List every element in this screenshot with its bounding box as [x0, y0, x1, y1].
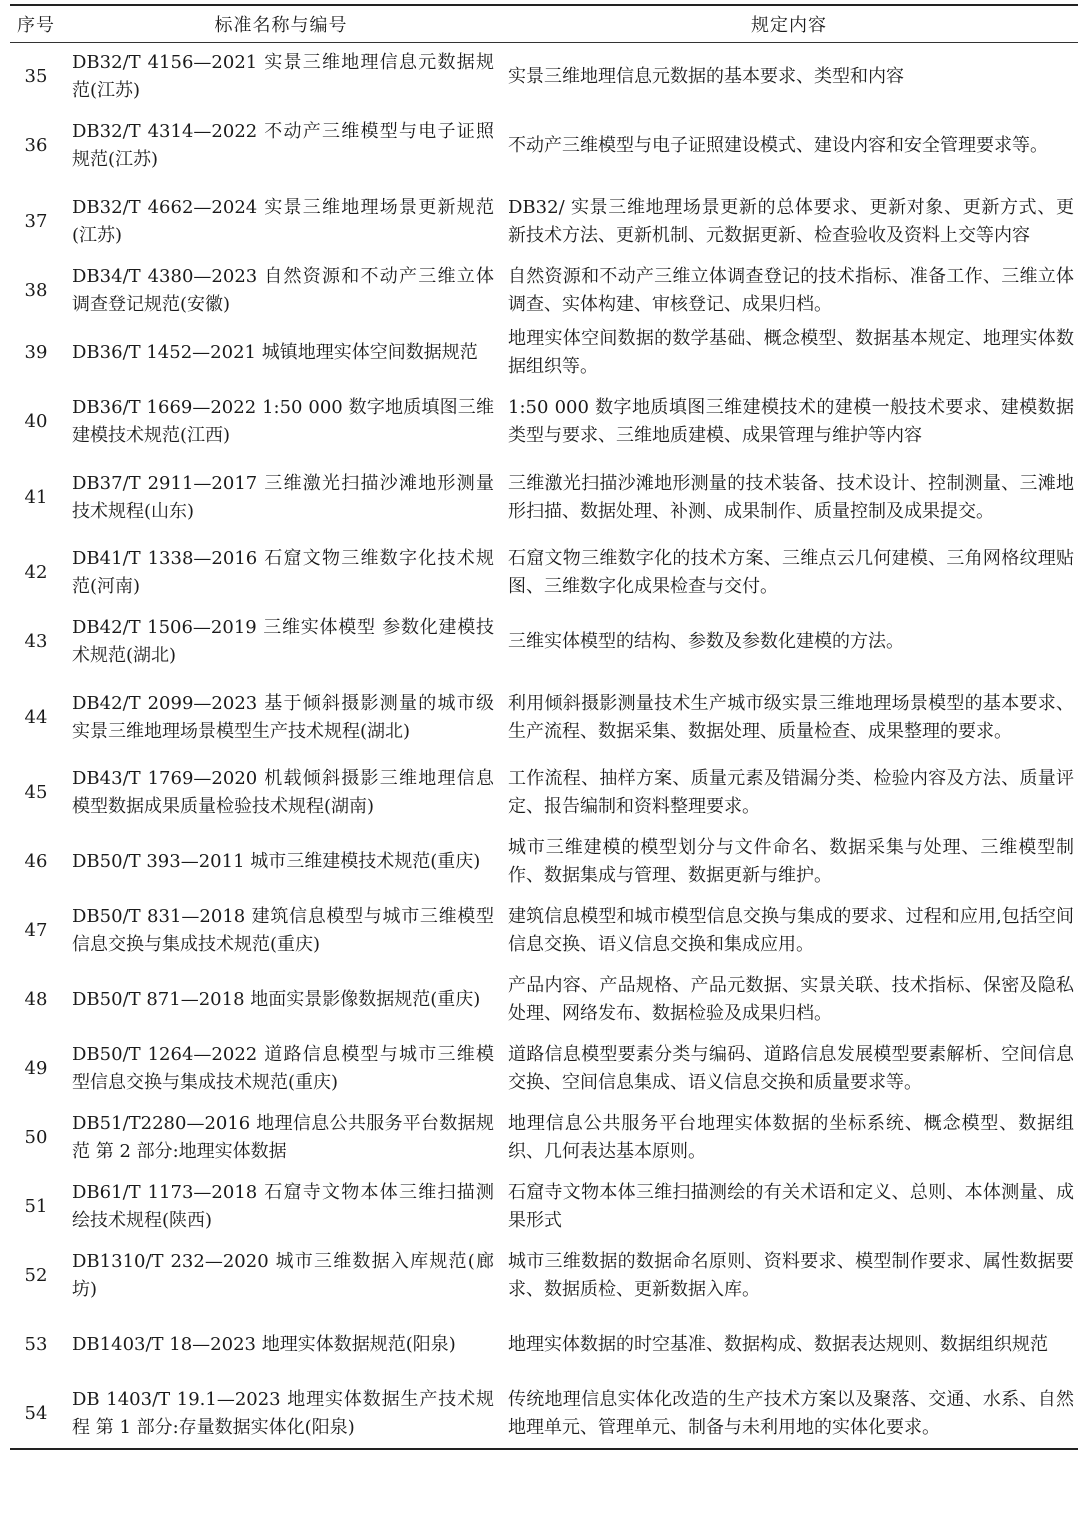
row-serial-number: 46 — [24, 851, 48, 872]
standard-name-text: DB42/T 2099—2023 基于倾斜摄影测量的城市级实景三维地理场景模型生产技术规程(湖北) — [72, 692, 494, 742]
table-row — [10, 897, 1078, 966]
table-row — [10, 539, 1078, 608]
table-header-row — [10, 5, 1078, 43]
row-serial-number: 53 — [24, 1334, 48, 1355]
row-content — [500, 1380, 1078, 1449]
content-text: 实景三维地理信息元数据的基本要求、类型和内容 — [508, 66, 904, 88]
table-row — [10, 1173, 1078, 1242]
row-content — [500, 263, 1078, 319]
table-row — [10, 1380, 1078, 1449]
row-content — [500, 966, 1078, 1035]
row-serial-number: 50 — [24, 1127, 48, 1148]
row-serial-number: 37 — [24, 210, 48, 232]
table-row — [10, 263, 1078, 319]
table-row — [10, 1242, 1078, 1311]
row-standard-name — [62, 1311, 500, 1380]
row-serial-number: 38 — [24, 279, 48, 301]
row-content — [500, 388, 1078, 457]
header-standard-name: 标准名称与编号 — [62, 5, 500, 43]
table-row — [10, 388, 1078, 457]
content-text: DB32/ 实景三维地理场景更新的总体要求、更新对象、更新方式、更新技术方法、更新机制、元数据更新、检查验收及资料上交等内容 — [508, 196, 1074, 246]
content-text: 传统地理信息实体化改造的生产技术方案以及聚落、交通、水系、自然地理单元、管理单元、制备与未利用地的实体化要求。 — [508, 1388, 1074, 1438]
row-serial-number: 39 — [24, 342, 48, 363]
row-serial-number: 42 — [24, 562, 48, 583]
content-text: 地理信息公共服务平台地理实体数据的坐标系统、概念模型、数据组织、几何表达基本原则。 — [508, 1113, 1074, 1162]
row-serial-number: 44 — [24, 706, 48, 728]
table-row — [10, 759, 1078, 828]
row-content — [500, 112, 1078, 181]
row-content — [500, 457, 1078, 539]
row-standard-name — [62, 319, 500, 388]
row-serial-number: 52 — [24, 1265, 48, 1286]
row-content — [500, 1242, 1078, 1311]
content-text: 地理实体空间数据的数学基础、概念模型、数据基本规定、地理实体数据组织等。 — [508, 328, 1074, 377]
row-content — [500, 43, 1078, 112]
row-content — [500, 319, 1078, 388]
table-row — [10, 181, 1078, 263]
table-row — [10, 1311, 1078, 1380]
row-serial-number: 40 — [24, 411, 48, 432]
row-standard-name — [62, 1173, 500, 1242]
table-row — [10, 677, 1078, 759]
row-content — [500, 1311, 1078, 1380]
standards-table — [10, 4, 1078, 1450]
standard-name-text: DB50/T 393—2011 城市三维建模技术规范(重庆) — [72, 851, 481, 872]
standard-name-text: DB50/T 871—2018 地面实景影像数据规范(重庆) — [72, 989, 481, 1010]
content-text: 1:50 000 数字地质填图三维建模技术的建模一般技术要求、建模数据类型与要求、三维地质建模、成果管理与维护等内容 — [508, 397, 1074, 446]
row-content — [500, 1173, 1078, 1242]
table-row — [10, 608, 1078, 677]
standard-name-text: DB36/T 1452—2021 城镇地理实体空间数据规范 — [72, 342, 478, 363]
row-standard-name — [62, 677, 500, 759]
header-content: 规定内容 — [500, 5, 1078, 43]
row-serial-number: 49 — [24, 1058, 48, 1079]
row-content — [500, 539, 1078, 608]
row-serial-number: 51 — [24, 1196, 48, 1217]
row-standard-name — [62, 1104, 500, 1173]
row-serial-number: 48 — [24, 989, 48, 1010]
table-row — [10, 1104, 1078, 1173]
row-content — [500, 1104, 1078, 1173]
content-text: 城市三维建模的模型划分与文件命名、数据采集与处理、三维模型制作、数据集成与管理、数据更新与维护。 — [508, 837, 1074, 886]
row-standard-name — [62, 539, 500, 608]
row-standard-name — [62, 759, 500, 828]
row-standard-name — [62, 1380, 500, 1449]
table-row — [10, 319, 1078, 388]
standard-name-text: DB61/T 1173—2018 石窟寺文物本体三维扫描测绘技术规程(陕西) — [72, 1182, 494, 1231]
table-row — [10, 112, 1078, 181]
standard-name-text: DB36/T 1669—2022 1:50 000 数字地质填图三维建模技术规范(江西) — [72, 397, 494, 446]
row-standard-name — [62, 43, 500, 112]
standard-name-text: DB51/T2280—2016 地理信息公共服务平台数据规范 第 2 部分:地理实体数据 — [72, 1113, 494, 1162]
content-text: 利用倾斜摄影测量技术生产城市级实景三维地理场景模型的基本要求、生产流程、数据采集、数据处理、质量检查、成果整理的要求。 — [508, 692, 1074, 742]
standard-name-text: DB 1403/T 19.1—2023 地理实体数据生产技术规程 第 1 部分:存量数据实体化(阳泉) — [72, 1388, 494, 1438]
row-standard-name — [62, 1242, 500, 1311]
standard-name-text: DB37/T 2911—2017 三维激光扫描沙滩地形测量技术规程(山东) — [72, 472, 494, 522]
row-serial-number: 35 — [24, 66, 48, 88]
content-text: 自然资源和不动产三维立体调查登记的技术指标、准备工作、三维立体调查、实体构建、审核登记、成果归档。 — [508, 265, 1074, 315]
row-serial-number: 54 — [10, 1380, 62, 1449]
content-text: 建筑信息模型和城市模型信息交换与集成的要求、过程和应用,包括空间信息交换、语义信息交换和集成应用。 — [508, 906, 1074, 955]
standard-name-text: DB34/T 4380—2023 自然资源和不动产三维立体调查登记规范(安徽) — [72, 265, 494, 315]
table-body — [10, 43, 1078, 1449]
row-serial-number: 36 — [24, 135, 48, 156]
standard-name-text: DB41/T 1338—2016 石窟文物三维数字化技术规范(河南) — [72, 548, 494, 597]
row-standard-name — [62, 388, 500, 457]
row-serial-number: 47 — [24, 920, 48, 941]
standard-name-text: DB50/T 1264—2022 道路信息模型与城市三维模型信息交换与集成技术规范(重庆) — [72, 1044, 494, 1093]
row-serial-number: 43 — [24, 631, 48, 652]
row-content — [500, 608, 1078, 677]
table-row — [10, 828, 1078, 897]
table-row — [10, 457, 1078, 539]
standard-name-text: DB32/T 4156—2021 实景三维地理信息元数据规范(江苏) — [72, 52, 494, 102]
table-row — [10, 966, 1078, 1035]
content-text: 不动产三维模型与电子证照建设模式、建设内容和安全管理要求等。 — [508, 135, 1048, 156]
table-row — [10, 43, 1078, 112]
content-text: 石窟文物三维数字化的技术方案、三维点云几何建模、三角网格纹理贴图、三维数字化成果检查与交付。 — [508, 548, 1074, 597]
standard-name-text: DB43/T 1769—2020 机载倾斜摄影三维地理信息模型数据成果质量检验技术规程(湖南) — [72, 768, 494, 817]
content-text: 工作流程、抽样方案、质量元素及错漏分类、检验内容及方法、质量评定、报告编制和资料整理要求。 — [508, 768, 1074, 817]
standard-name-text: DB32/T 4662—2024 实景三维地理场景更新规范(江苏) — [72, 196, 494, 246]
row-standard-name — [62, 1035, 500, 1104]
content-text: 三维实体模型的结构、参数及参数化建模的方法。 — [508, 631, 904, 652]
row-content — [500, 181, 1078, 263]
standard-name-text: DB1403/T 18—2023 地理实体数据规范(阳泉) — [72, 1334, 456, 1355]
row-serial-number: 45 — [24, 782, 48, 803]
row-content — [500, 897, 1078, 966]
header-serial-number: 序号 — [10, 5, 62, 43]
row-content — [500, 677, 1078, 759]
row-content — [500, 759, 1078, 828]
row-standard-name — [62, 181, 500, 263]
row-standard-name — [62, 966, 500, 1035]
content-text: 地理实体数据的时空基准、数据构成、数据表达规则、数据组织规范 — [508, 1334, 1048, 1355]
row-standard-name — [62, 897, 500, 966]
row-standard-name — [62, 828, 500, 897]
content-text: 石窟寺文物本体三维扫描测绘的有关术语和定义、总则、本体测量、成果形式 — [508, 1182, 1074, 1231]
content-text: 产品内容、产品规格、产品元数据、实景关联、技术指标、保密及隐私处理、网络发布、数据检验及成果归档。 — [508, 975, 1074, 1024]
standard-name-text: DB42/T 1506—2019 三维实体模型 参数化建模技术规范(湖北) — [72, 617, 494, 666]
content-text: 道路信息模型要素分类与编码、道路信息发展模型要素解析、空间信息交换、空间信息集成、语义信息交换和质量要求等。 — [508, 1044, 1074, 1093]
standard-name-text: DB1310/T 232—2020 城市三维数据入库规范(廊坊) — [72, 1251, 494, 1300]
row-standard-name — [62, 112, 500, 181]
row-standard-name — [62, 608, 500, 677]
row-standard-name — [62, 263, 500, 319]
row-content — [500, 828, 1078, 897]
content-text: 三维激光扫描沙滩地形测量的技术装备、技术设计、控制测量、三滩地形扫描、数据处理、补测、成果制作、质量控制及成果提交。 — [508, 472, 1074, 522]
table-row — [10, 1035, 1078, 1104]
content-text: 城市三维数据的数据命名原则、资料要求、模型制作要求、属性数据要求、数据质检、更新数据入库。 — [508, 1251, 1074, 1300]
row-content — [500, 1035, 1078, 1104]
standard-name-text: DB50/T 831—2018 建筑信息模型与城市三维模型信息交换与集成技术规范(重庆) — [72, 906, 494, 955]
row-standard-name — [62, 457, 500, 539]
standard-name-text: DB32/T 4314—2022 不动产三维模型与电子证照规范(江苏) — [72, 121, 494, 170]
row-serial-number: 41 — [24, 486, 48, 508]
